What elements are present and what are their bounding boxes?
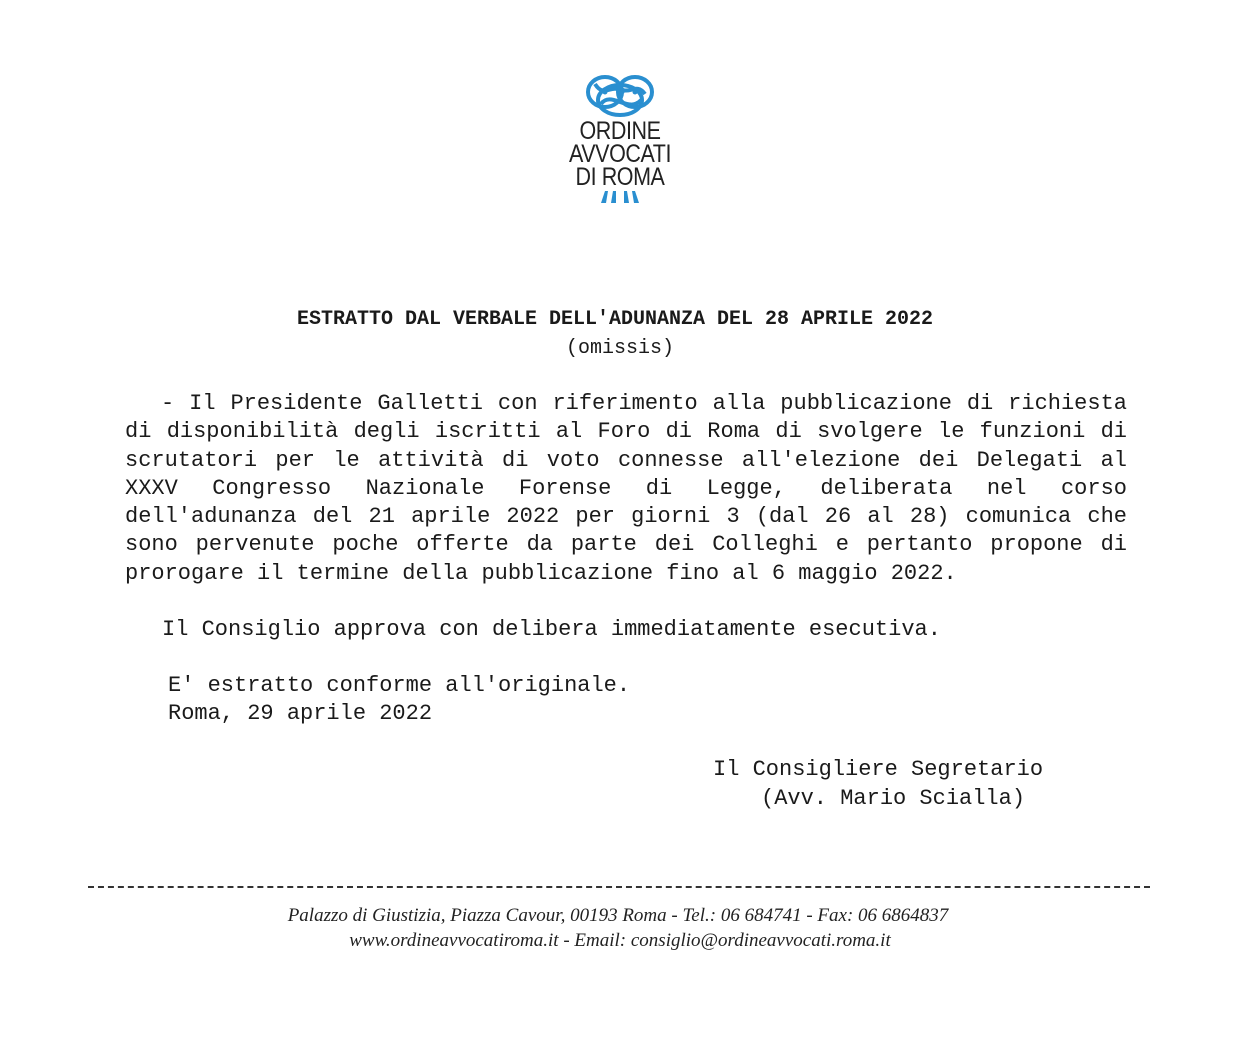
logo-text-line2: AVVOCATI [568,140,672,168]
footer-address: Palazzo di Giustizia, Piazza Cavour, 00193 Roma - Tel.: 06 684741 - Fax: 06 6864837 [287,905,949,926]
footer-divider [88,886,1150,888]
approval-statement: Il Consiglio approva con delibera immediatamente esecutiva. [162,617,941,642]
conformity-statement: E' estratto conforme all'originale. [168,673,631,698]
logo-text-line1: ORDINE [579,117,661,145]
logo-base-icon [597,191,643,203]
signer-role: Il Consigliere Segretario [713,757,1044,782]
footer-contacts: www.ordineavvocatiroma.it - Email: consiglio@ordineavvocati.roma.it [349,930,891,951]
knot-emblem-icon [583,70,657,120]
bar-association-logo [540,70,700,215]
document-subtitle: (omissis) [565,337,675,360]
document-title: ESTRATTO DAL VERBALE DELL'ADUNANZA DEL 28 APRILE 2022 [296,308,934,331]
place-and-date: Roma, 29 aprile 2022 [168,701,433,726]
signer-name: (Avv. Mario Scialla) [761,786,1026,811]
logo-text-line3: DI ROMA [575,163,665,191]
resolution-paragraph: - Il Presidente Galletti con riferimento alla pubblicazione di richiesta di disponibilità degli iscritti al Foro di Roma di svolgere le funzioni di scrutatori per le attività di voto connesse all'elezione dei Delegati al XXXV Congresso Nazionale Forense di Legge, deliberata nel corso dell'adunanza del 21 aprile 2022 per giorni 3 (dal 26 al 28) comunica che sono pervenute poche offerte da parte dei Colleghi e pertanto propone di prorogare il termine della pubblicazione fino al 6 maggio 2022. [125,391,1127,586]
